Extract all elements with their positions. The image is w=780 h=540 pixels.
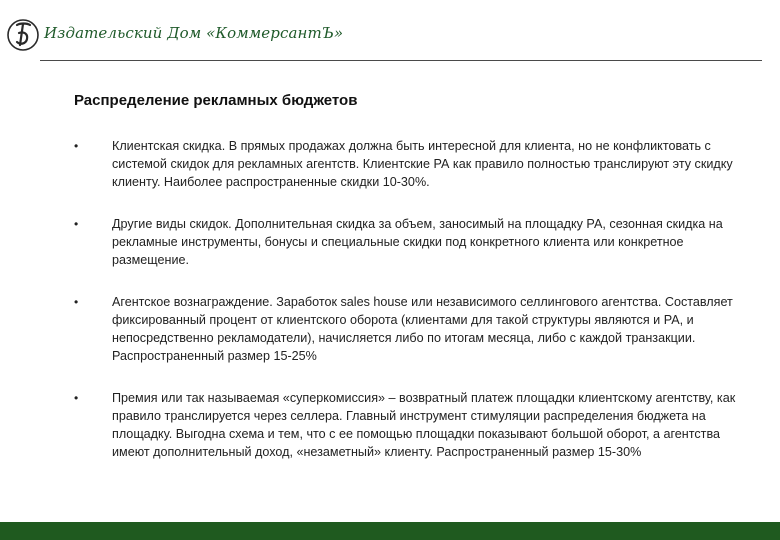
list-item: [74, 137, 744, 191]
list-item-text: Клиентская скидка. В прямых продажах должна быть интересной для клиента, но не конфликтовать с системой скидок для рекламных агентств. Клиентские РА как правило полностью транслируют эту скидку клиенту. Наиболее распространенные скидки 10-30%.: [112, 139, 733, 189]
list-item: [74, 293, 744, 365]
bullet-icon: •: [74, 139, 79, 153]
list-item-text: Агентское вознаграждение. Заработок sales house или независимого селлингового агентства. Составляет фиксированный процент от клиентского оборота (клиентами для такой структуры являются и РА, и непосредственно рекламодатели), начисляется либо по итогам месяца, либо с каждой транзакции. Распространенный размер 15-25%: [112, 295, 733, 363]
list-item: [74, 215, 744, 269]
footer-bar: [0, 522, 780, 540]
bullet-icon: •: [74, 391, 79, 405]
bullet-list: [74, 137, 744, 485]
list-item: [74, 389, 744, 461]
slide-title: Распределение рекламных бюджетов: [74, 92, 358, 109]
list-item-text: Премия или так называемая «суперкомиссия» – возвратный платеж площадки клиентскому агентству, как правило транслируется через селлера. Главный инструмент стимуляции распределения бюджета на площадку. Выгодна схема и тем, что с ее помощью площадки показывают большой оборот, а агентства имеют дополнительный доход, «незаметный» клиенту. Распространенный размер 15-30%: [112, 391, 736, 459]
publisher-name: Издательский Дом «КоммерсантЪ»: [44, 24, 344, 42]
header: [6, 14, 343, 56]
list-item-text: Другие виды скидок. Дополнительная скидка за объем, заносимый на площадку РА, сезонная скидка на рекламные инструменты, бонусы и специальные скидки под конкретного клиента или конкретное размещение.: [112, 217, 723, 267]
kommersant-logo-icon: [6, 15, 40, 55]
bullet-icon: •: [74, 295, 79, 309]
bullet-icon: •: [74, 217, 79, 231]
header-divider: [40, 60, 762, 61]
